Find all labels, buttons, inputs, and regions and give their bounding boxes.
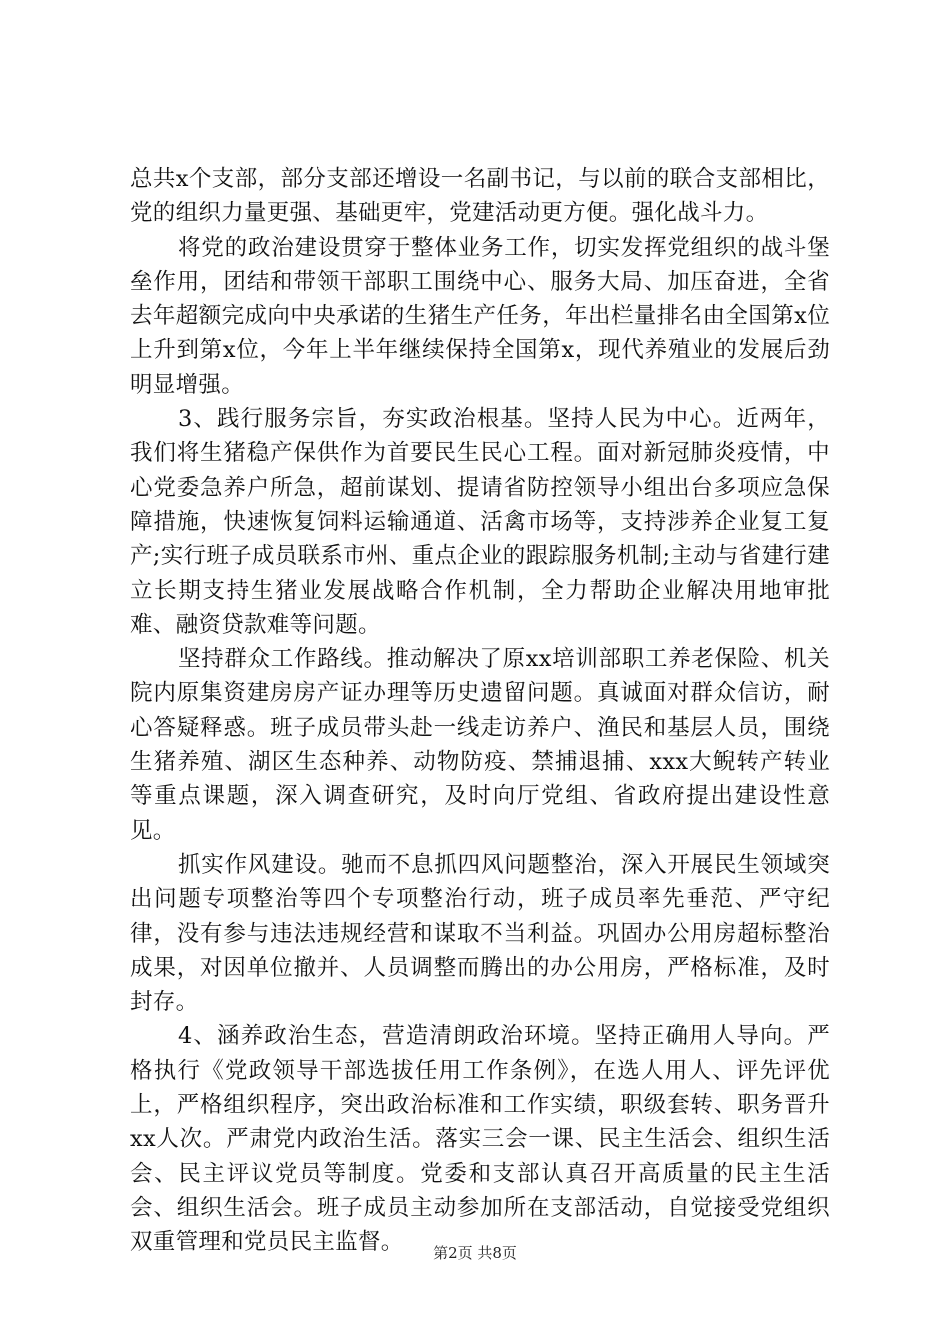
paragraph-1: 总共x个支部，部分支部还增设一名副书记，与以前的联合支部相比，党的组织力量更强、基础更牢，党建活动更方便。强化战斗力。 — [130, 166, 830, 227]
paragraph-5: 抓实作风建设。驰而不息抓四风问题整治，深入开展民生领域突出问题专项整治等四个专项整治行动，班子成员率先垂范、严守纪律，没有参与违法违规经营和谋取不当利益。巩固办公用房超标整治成果，对因单位撤并、人员调整而腾出的办公用房，严格标准，及时封存。 — [130, 851, 830, 1016]
paragraph-2: 将党的政治建设贯穿于整体业务工作，切实发挥党组织的战斗堡垒作用，团结和带领干部职工围绕中心、服务大局、加压奋进，全省去年超额完成向中央承诺的生猪生产任务，年出栏量排名由全国第x位上升到第x位，今年上半年继续保持全国第x，现代养殖业的发展后劲明显增强。 — [130, 234, 830, 398]
paragraph-6: 4、涵养政治生态，营造清朗政治环境。坚持正确用人导向。严格执行《党政领导干部选拔任用工作条例》，在选人用人、评先评优上，严格组织程序，突出政治标准和工作实绩，职级套转、职务晋升xx人次。严肃党内政治生活。落实三会一课、民主生活会、组织生活会、民主评议党员等制度。党委和支部认真召开高质量的民主生活会、组织生活会。班子成员主动参加所在支部活动，自觉接受党组织双重管理和党员民主监督。 — [130, 1023, 830, 1256]
document-body — [130, 162, 830, 1260]
paragraph-3: 3、践行服务宗旨，夯实政治根基。坚持人民为中心。近两年，我们将生猪稳产保供作为首要民生民心工程。面对新冠肺炎疫情，中心党委急养户所急，超前谋划、提请省防控领导小组出台多项应急保障措施，快速恢复饲料运输通道、活禽市场等，支持涉养企业复工复产;实行班子成员联系市州、重点企业的跟踪服务机制;主动与省建行建立长期支持生猪业发展战略合作机制，全力帮助企业解决用地审批难、融资贷款难等问题。 — [130, 406, 830, 638]
paragraph-4: 坚持群众工作路线。推动解决了原xx培训部职工养老保险、机关院内原集资建房房产证办理等历史遗留问题。真诚面对群众信访，耐心答疑释惑。班子成员带头赴一线走访养户、渔民和基层人员，围绕生猪养殖、湖区生态种养、动物防疫、禁捕退捕、xxx大鲵转产转业等重点课题，深入调查研究，及时向厅党组、省政府提出建设性意见。 — [130, 646, 830, 844]
page-footer: 第2页 共8页 — [433, 1244, 517, 1262]
